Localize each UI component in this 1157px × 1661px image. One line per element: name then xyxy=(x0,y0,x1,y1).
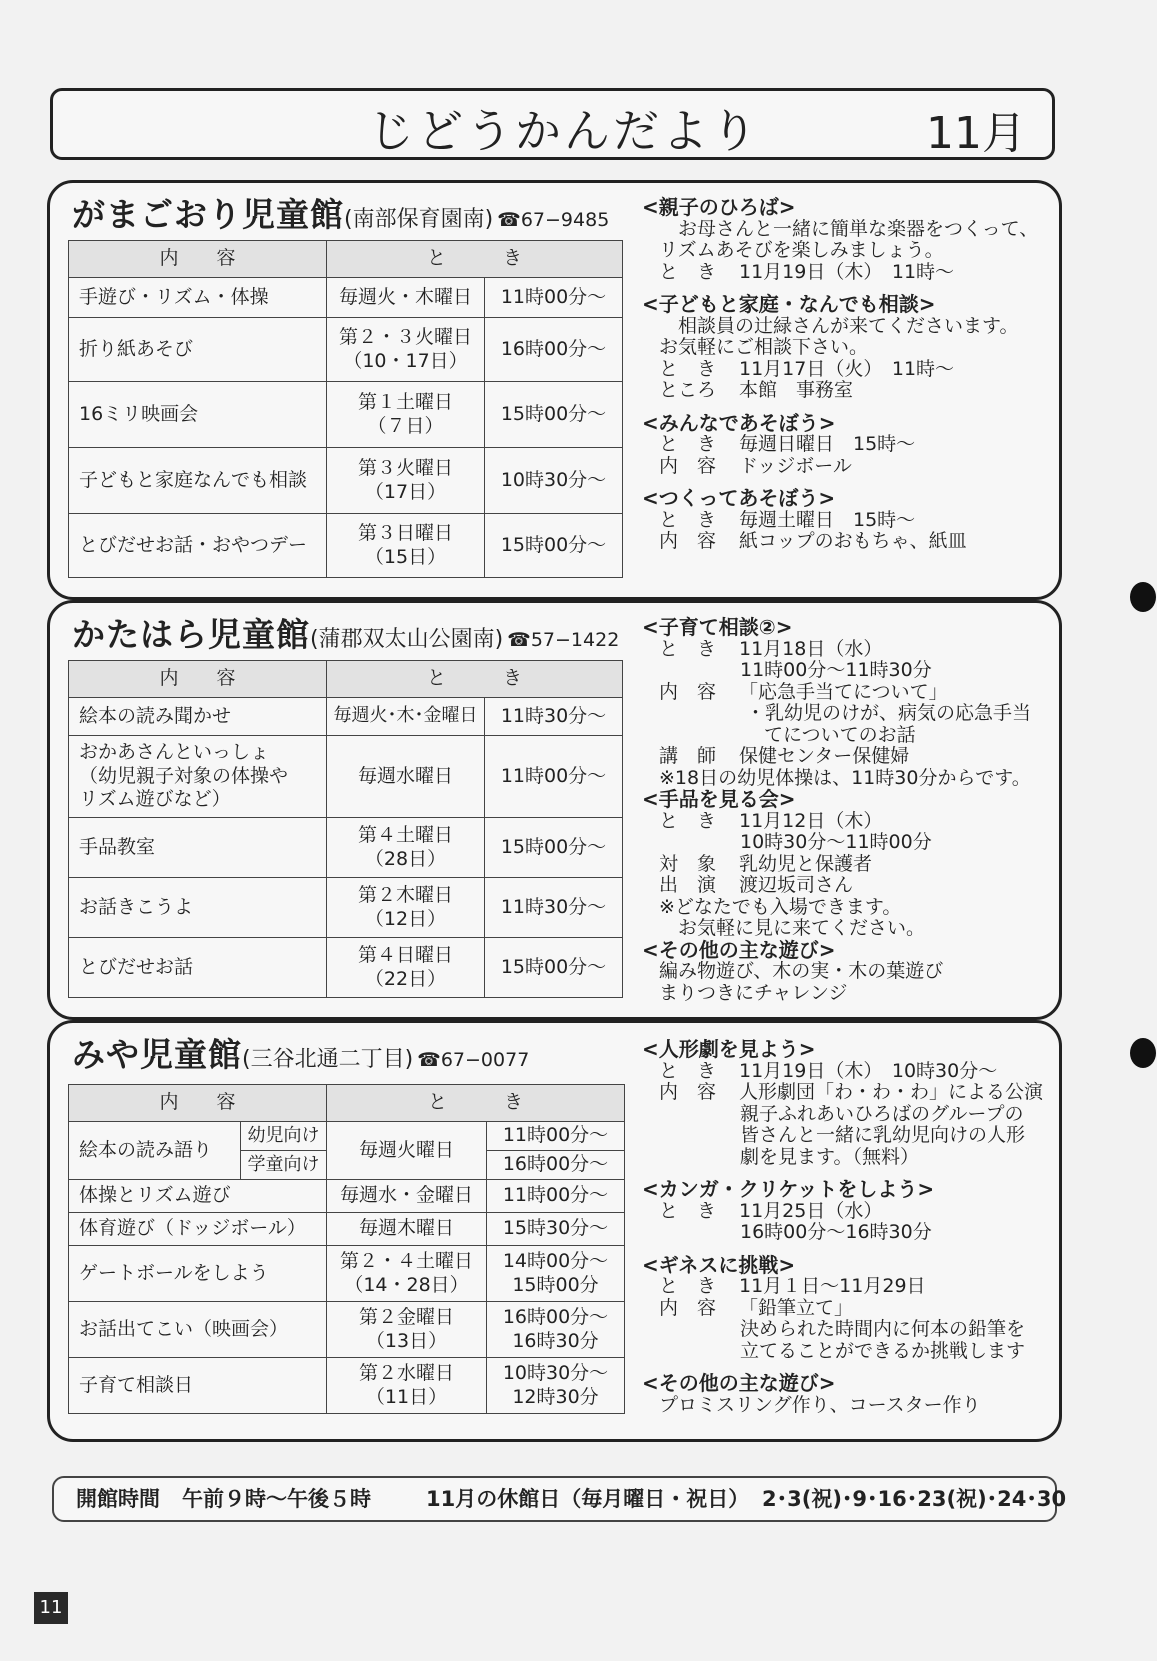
header-content: 内 容 xyxy=(69,241,327,278)
event-content xyxy=(642,456,1038,478)
row-content: 16ミリ映画会 xyxy=(69,382,327,448)
event-heading: <ギネスに挑戦> xyxy=(642,1252,796,1277)
row-content: とびだせお話 xyxy=(69,938,327,998)
row-day: 毎週火・木曜日 xyxy=(327,278,485,318)
section-miya xyxy=(47,1020,1062,1442)
event-info xyxy=(642,617,1031,1004)
table-row xyxy=(69,938,623,998)
event-note: ※どなたでも入場できます。 xyxy=(659,895,902,918)
label-content: 内 容 xyxy=(659,530,717,552)
label-content: 内 容 xyxy=(659,1296,717,1319)
section-title xyxy=(72,1029,529,1076)
binder-hole-bottom xyxy=(1130,1038,1156,1068)
value-content-line: 決められた時間内に何本の鉛筆を xyxy=(740,1318,1026,1340)
binder-hole-top xyxy=(1130,582,1156,612)
event-note: お気軽に見に来てください。 xyxy=(678,917,926,939)
row-day: 毎週水・金曜日 xyxy=(327,1180,487,1213)
row-time: 16時00分〜 xyxy=(487,1151,625,1180)
event-text: 編み物遊び、木の実・木の葉遊び xyxy=(659,960,944,982)
value-when-line: 11時00分〜11時30分 xyxy=(740,659,932,681)
closed-days: 2･3(祝)･9･16･23(祝)･24･30 xyxy=(762,1487,1067,1511)
row-day-line: 第３火曜日 xyxy=(357,456,453,479)
header-when: と き xyxy=(327,241,623,278)
table-row xyxy=(69,382,623,448)
row-time: 15時00分〜 xyxy=(485,382,623,448)
row-day-line: 第３日曜日 xyxy=(357,521,453,544)
section-katahara xyxy=(47,600,1062,1020)
label-lecturer: 講 師 xyxy=(659,745,717,767)
label-when: と き xyxy=(659,433,717,455)
label-when: と き xyxy=(659,637,717,660)
event-when xyxy=(642,811,1031,833)
facility-phone: ☎57−1422 xyxy=(507,629,620,651)
event-heading: <その他の主な遊び> xyxy=(642,937,836,962)
section-gamagoori xyxy=(47,180,1062,600)
row-day xyxy=(327,448,485,514)
table-row xyxy=(69,736,623,818)
value-when: 11月25日（水） xyxy=(739,1199,883,1222)
value-when: 11月12日（木） xyxy=(739,809,883,832)
row-time: 11時30分〜 xyxy=(485,698,623,736)
row-time-line: 16時00分〜 xyxy=(502,1305,609,1328)
event-content xyxy=(642,1298,1043,1320)
row-time xyxy=(487,1302,625,1358)
row-day-line: 第２木曜日 xyxy=(357,883,453,906)
row-content xyxy=(69,736,327,818)
row-time xyxy=(487,1358,625,1414)
event-heading: <つくってあそぼう> xyxy=(642,486,836,510)
event-when xyxy=(642,434,1038,456)
event-content xyxy=(642,1082,1043,1104)
page-title: じどうかんだより xyxy=(368,104,760,158)
row-content: 体操とリズム遊び xyxy=(69,1180,327,1213)
row-time xyxy=(487,1246,625,1302)
value-when: 11月17日（火） 11時〜 xyxy=(739,357,955,380)
table-row xyxy=(69,514,623,578)
row-content: お話きこうよ xyxy=(69,878,327,938)
value-performer: 渡辺坂司さん xyxy=(739,874,854,896)
value-when: 11月１日〜11月29日 xyxy=(739,1275,926,1297)
row-day-line: （15日） xyxy=(364,545,447,568)
row-day-line: 第２金曜日 xyxy=(358,1305,454,1328)
table-row xyxy=(69,1213,625,1246)
row-time-line: 14時00分〜 xyxy=(502,1249,609,1272)
row-day xyxy=(327,938,485,998)
footer-bar xyxy=(52,1476,1067,1522)
row-content: ゲートボールをしよう xyxy=(69,1246,327,1302)
facility-name: みや児童館 xyxy=(72,1035,242,1074)
event-heading: <子育て相談②> xyxy=(642,615,793,639)
table-row xyxy=(69,878,623,938)
value-target: 乳幼児と保護者 xyxy=(739,852,873,875)
row-sub-label: 幼児向け xyxy=(241,1122,327,1151)
facility-location: (三谷北通二丁目) xyxy=(242,1047,414,1072)
label-when: と き xyxy=(659,1275,717,1297)
hours-label: 開館時間 xyxy=(76,1487,160,1511)
event-text: お母さんと一緒に簡単な楽器をつくって、 xyxy=(678,217,1039,240)
event-when xyxy=(642,1201,1043,1223)
event-target xyxy=(642,854,1031,876)
event-when xyxy=(642,510,1038,532)
label-when: と き xyxy=(659,357,717,380)
event-text: プロミスリング作り、コースター作り xyxy=(659,1393,981,1416)
value-content-line: 皆さんと一緒に乳幼児向けの人形 xyxy=(740,1124,1026,1146)
value-content: ドッジボール xyxy=(739,454,852,477)
row-day xyxy=(327,1302,487,1358)
table-row xyxy=(69,318,623,382)
facility-location: (蒲郡双太山公園南) xyxy=(310,627,504,652)
event-heading: <親子のひろば> xyxy=(642,195,796,219)
row-day xyxy=(327,1358,487,1414)
facility-phone: ☎67−0077 xyxy=(417,1049,530,1071)
row-time-line: 12時30分 xyxy=(512,1385,599,1408)
table-row xyxy=(69,278,623,318)
label-performer: 出 演 xyxy=(659,874,717,896)
value-content-line: 立てることができるか挑戦します xyxy=(740,1339,1026,1362)
row-day-line: （14・28日） xyxy=(344,1273,469,1296)
row-content: お話出てこい（映画会） xyxy=(69,1302,327,1358)
section-title xyxy=(72,609,619,656)
page-month: 11月 xyxy=(926,108,1026,159)
row-time: 11時30分〜 xyxy=(485,878,623,938)
row-time: 15時00分〜 xyxy=(485,514,623,578)
row-sub-label: 学童向け xyxy=(241,1151,327,1180)
row-time-line: 16時30分 xyxy=(512,1329,599,1352)
event-when xyxy=(642,1276,1043,1298)
row-time: 11時00分〜 xyxy=(485,278,623,318)
label-when: と き xyxy=(659,809,717,832)
row-time-line: 15時00分 xyxy=(512,1273,599,1296)
row-day xyxy=(327,514,485,578)
row-day: 毎週火曜日 xyxy=(327,1122,487,1180)
row-time: 15時00分〜 xyxy=(485,818,623,878)
event-performer xyxy=(642,875,1031,897)
value-when-line: 16時00分〜16時30分 xyxy=(740,1221,932,1243)
row-time: 16時00分〜 xyxy=(485,318,623,382)
row-content-line: （幼児親子対象の体操や xyxy=(79,764,289,787)
value-content-line: てについてのお話 xyxy=(764,723,916,746)
page-header xyxy=(50,88,1055,160)
value-where: 本館 事務室 xyxy=(739,379,854,401)
row-time: 11時00分〜 xyxy=(485,736,623,818)
table-header-row xyxy=(69,661,623,698)
row-day-line: （28日） xyxy=(364,847,447,870)
event-content xyxy=(642,531,1038,553)
value-content: 紙コップのおもちゃ、紙皿 xyxy=(739,530,967,552)
row-day-line: 第２水曜日 xyxy=(358,1361,454,1384)
label-when: と き xyxy=(659,508,717,531)
row-content: 子どもと家庭なんでも相談 xyxy=(69,448,327,514)
row-day-line: （17日） xyxy=(364,480,447,503)
event-text: お気軽にご相談下さい。 xyxy=(659,336,869,358)
event-heading: <みんなであそぼう> xyxy=(642,410,836,435)
row-day-line: 第１土曜日 xyxy=(357,390,453,413)
table-row xyxy=(69,448,623,514)
table-row xyxy=(69,698,623,736)
header-content: 内 容 xyxy=(69,661,327,698)
facility-name: かたはら児童館 xyxy=(72,615,310,654)
value-lecturer: 保健センター保健婦 xyxy=(739,745,910,767)
row-day xyxy=(327,1246,487,1302)
value-when-line: 10時30分〜11時00分 xyxy=(740,831,932,853)
section-title xyxy=(72,189,609,236)
row-time: 15時30分〜 xyxy=(487,1213,625,1246)
page-number: 11 xyxy=(34,1592,68,1624)
row-day: 毎週火･木･金曜日 xyxy=(327,698,485,736)
table-header-row xyxy=(69,241,623,278)
row-time-line: 10時30分〜 xyxy=(502,1361,609,1384)
event-text: 相談員の辻緑さんが来てくださいます。 xyxy=(678,314,1019,337)
value-when: 11月19日（木） 11時〜 xyxy=(739,260,955,283)
row-day-line: （12日） xyxy=(364,907,447,930)
table-row xyxy=(69,1302,625,1358)
row-content: とびだせお話・おやつデー xyxy=(69,514,327,578)
row-day-line: 第２・３火曜日 xyxy=(338,325,472,348)
header-when: と き xyxy=(327,661,623,698)
row-day-line: （７日） xyxy=(367,414,444,437)
value-when: 11月18日（水） xyxy=(739,637,883,660)
table-row xyxy=(69,818,623,878)
label-when: と き xyxy=(659,1199,717,1222)
event-note: ※18日の幼児体操は、11時30分からです。 xyxy=(659,766,1031,789)
closed-label: 11月の休館日（毎月曜日・祝日） xyxy=(426,1487,750,1511)
schedule-table xyxy=(68,240,623,578)
schedule-table xyxy=(68,660,623,998)
row-day-line: （11日） xyxy=(365,1385,448,1408)
row-content: 手遊び・リズム・体操 xyxy=(69,278,327,318)
row-content: 体育遊び（ドッジボール） xyxy=(69,1213,327,1246)
event-lecturer xyxy=(642,746,1031,768)
label-where: ところ xyxy=(659,379,717,401)
value-content-line: 親子ふれあいひろばのグループの xyxy=(740,1102,1024,1125)
row-day-line: 第４土曜日 xyxy=(357,823,453,846)
row-content: 子育て相談日 xyxy=(69,1358,327,1414)
row-day xyxy=(327,878,485,938)
row-day: 毎週木曜日 xyxy=(327,1213,487,1246)
row-content-line: おかあさんといっしょ xyxy=(79,740,270,763)
table-header-row xyxy=(69,1085,625,1122)
facility-name: がまごおり児童館 xyxy=(72,195,344,234)
event-when xyxy=(642,639,1031,661)
row-day-line: （10・17日） xyxy=(343,349,468,372)
label-when: と き xyxy=(659,1059,717,1082)
table-row xyxy=(69,1180,625,1213)
row-day-line: （13日） xyxy=(365,1329,448,1352)
event-heading: <人形劇を見よう> xyxy=(642,1037,816,1061)
facility-location: (南部保育園南) xyxy=(344,207,494,232)
value-content: 「応急手当てについて」 xyxy=(739,680,948,703)
row-content-line: リズム遊びなど） xyxy=(79,788,231,811)
event-when xyxy=(642,359,1038,381)
event-heading: <カンガ・クリケットをしよう> xyxy=(642,1177,935,1201)
value-when: 11月19日（木） 10時30分〜 xyxy=(739,1059,998,1082)
row-content: 絵本の読み聞かせ xyxy=(69,698,327,736)
row-day-line: 第４日曜日 xyxy=(357,943,453,966)
table-row xyxy=(69,1246,625,1302)
value-content-line: 劇を見ます。（無料） xyxy=(740,1145,919,1168)
label-content: 内 容 xyxy=(659,1081,717,1103)
row-time: 11時00分〜 xyxy=(487,1122,625,1151)
row-time: 15時00分〜 xyxy=(485,938,623,998)
label-content: 内 容 xyxy=(659,454,717,477)
row-day-line: 第２・４土曜日 xyxy=(339,1249,473,1272)
row-content: 手品教室 xyxy=(69,818,327,878)
row-time: 10時30分〜 xyxy=(485,448,623,514)
event-info xyxy=(642,197,1038,553)
hours-value: 午前９時〜午後５時 xyxy=(182,1487,371,1511)
value-when: 毎週日曜日 15時〜 xyxy=(739,433,916,455)
row-time: 11時00分〜 xyxy=(487,1180,625,1213)
table-row xyxy=(69,1358,625,1414)
row-content: 折り紙あそび xyxy=(69,318,327,382)
label-content: 内 容 xyxy=(659,680,717,703)
table-row xyxy=(69,1122,625,1151)
event-text: リズムあそびを楽しみましょう。 xyxy=(659,239,944,261)
row-day xyxy=(327,382,485,448)
row-day: 毎週水曜日 xyxy=(327,736,485,818)
event-when xyxy=(642,1061,1043,1083)
value-content-line: ・乳幼児のけが、病気の応急手当 xyxy=(746,702,1032,724)
event-heading: <手品を見る会> xyxy=(642,787,796,811)
row-day xyxy=(327,818,485,878)
event-text: まりつきにチャレンジ xyxy=(659,981,848,1004)
facility-phone: ☎67−9485 xyxy=(497,209,610,231)
header-when: と き xyxy=(327,1085,625,1122)
label-target: 対 象 xyxy=(659,852,717,875)
value-when: 毎週土曜日 15時〜 xyxy=(739,508,916,531)
value-content: 「鉛筆立て」 xyxy=(739,1296,854,1319)
label-when: と き xyxy=(659,260,717,283)
event-heading: <子どもと家庭・なんでも相談> xyxy=(642,292,936,316)
header-content: 内 容 xyxy=(69,1085,327,1122)
row-content: 絵本の読み語り xyxy=(69,1122,241,1180)
event-content xyxy=(642,682,1031,704)
event-when xyxy=(642,262,1038,284)
schedule-table xyxy=(68,1084,625,1414)
value-content: 人形劇団「わ・わ・わ」による公演 xyxy=(739,1081,1044,1103)
event-where xyxy=(642,380,1038,402)
row-day xyxy=(327,318,485,382)
row-day-line: （22日） xyxy=(364,967,447,990)
event-info xyxy=(642,1039,1043,1416)
event-heading: <その他の主な遊び> xyxy=(642,1371,836,1395)
